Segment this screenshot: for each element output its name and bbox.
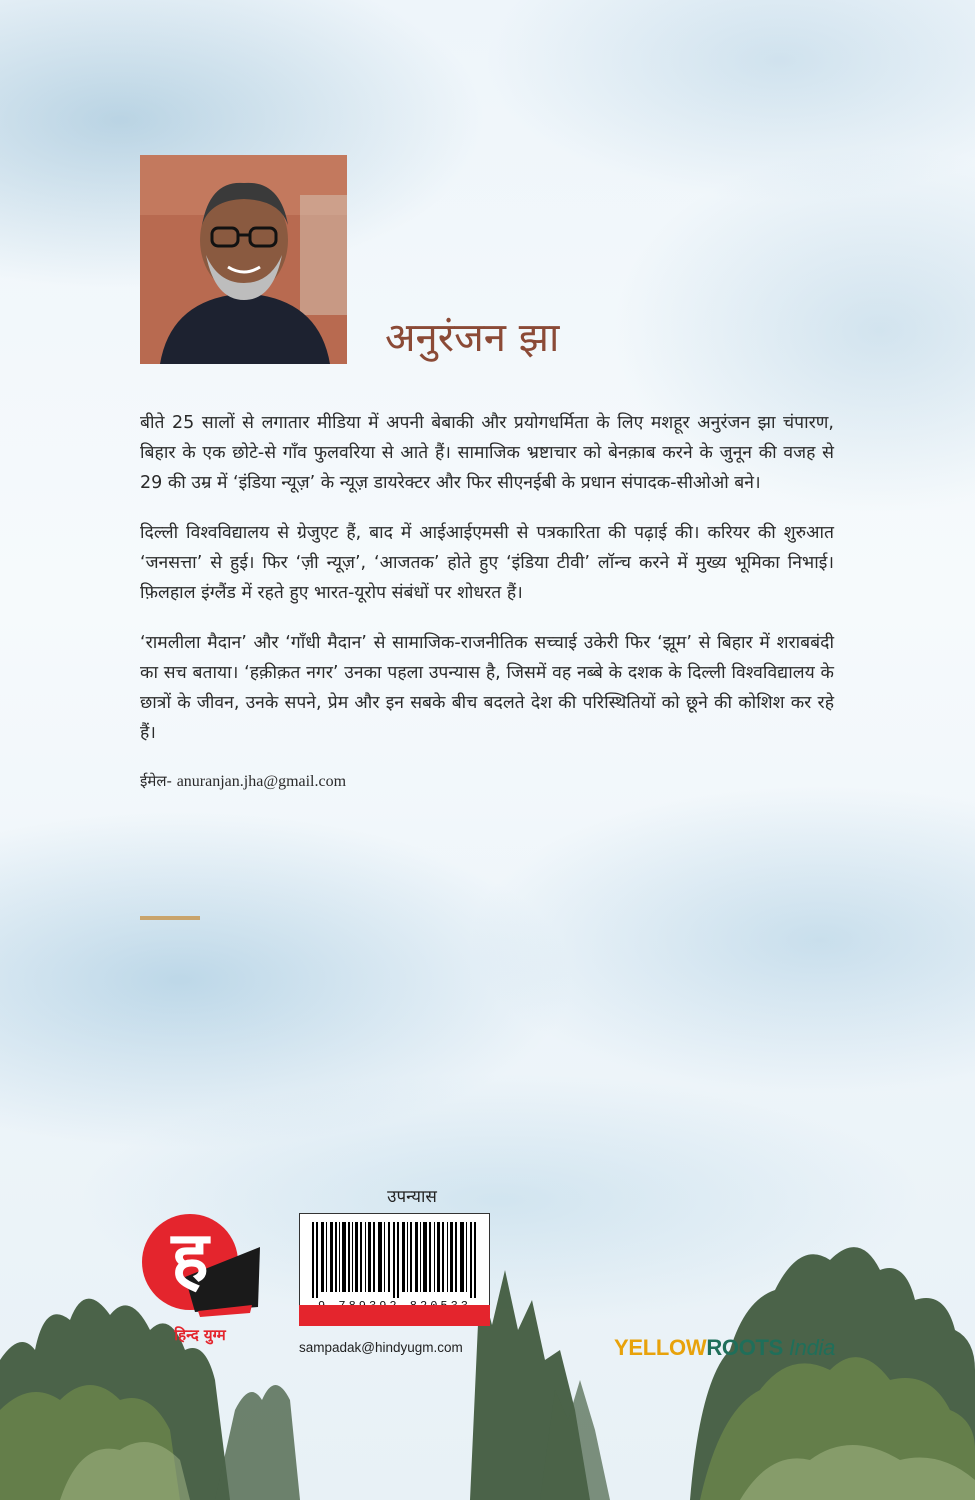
barcode-icon — [308, 1222, 483, 1298]
publisher-name: हिन्द युग्म — [174, 1326, 226, 1344]
imprint-roots: ROOTS — [706, 1335, 784, 1360]
bio-paragraph: ‘रामलीला मैदान’ और ‘गाँधी मैदान’ से सामाजिक-राजनीतिक सच्चाई उकेरी फिर ‘झूम’ से बिहार में शराबबंदी का सच बताया। ‘हक़ीक़त नगर’ उनका पहला उपन्यास है, जिसमें वह नब्बे के दशक के दिल्ली विश्वविद्यालय के छात्रों के जीवन, उनके सपने, प्रेम और इन सबके बीच बदलते देश की परिस्थितियों को छूने की कोशिश कर रहे हैं। — [140, 633, 834, 743]
author-email-line — [140, 768, 834, 795]
imprint-india: India — [783, 1335, 836, 1360]
genre-label: उपन्यास — [387, 1187, 437, 1207]
yellowroots-logo — [614, 1335, 835, 1361]
logo-letter: ह — [171, 1216, 209, 1298]
author-name: अनुरंजन झा — [385, 315, 560, 361]
email-label: ईमेल- — [140, 772, 172, 790]
barcode-red-strip — [299, 1305, 490, 1326]
author-photo — [140, 155, 347, 364]
imprint-yellow: YELLOW — [614, 1335, 707, 1360]
bio-paragraph: बीते 25 सालों से लगातार मीडिया में अपनी बेबाकी और प्रयोगधर्मिता के लिए मशहूर अनुरंजन झा चंपारण, बिहार के एक छोटे-से गाँव फुलवरिया से आते हैं। सामाजिक भ्रष्टाचार को बेनक़ाब करने के जुनून की वजह से 29 की उम्र में ‘इंडिया न्यूज़’ के न्यूज़ डायरेक्टर और फिर सीएनईबी के प्रधान संपादक-सीओओ बने। — [140, 413, 834, 493]
bio-paragraph: दिल्ली विश्वविद्यालय से ग्रेजुएट हैं, बाद में आईआईएमसी से पत्रकारिता की पढ़ाई की। करियर की शुरुआत ‘जनसत्ता’ से हुई। फिर ‘ज़ी न्यूज़’, ‘आजतक’ होते हुए ‘इंडिया टीवी’ लॉन्च करने में मुख्य भूमिका निभाई। फ़िलहाल इंग्लैंड में रहते हुए भारत-यूरोप संबंधों पर शोधरत हैं। — [140, 523, 834, 603]
divider — [140, 916, 200, 920]
publisher-email: sampadak@hindyugm.com — [299, 1340, 463, 1355]
author-bio — [140, 408, 834, 795]
author-email: anuranjan.jha@gmail.com — [176, 773, 347, 790]
